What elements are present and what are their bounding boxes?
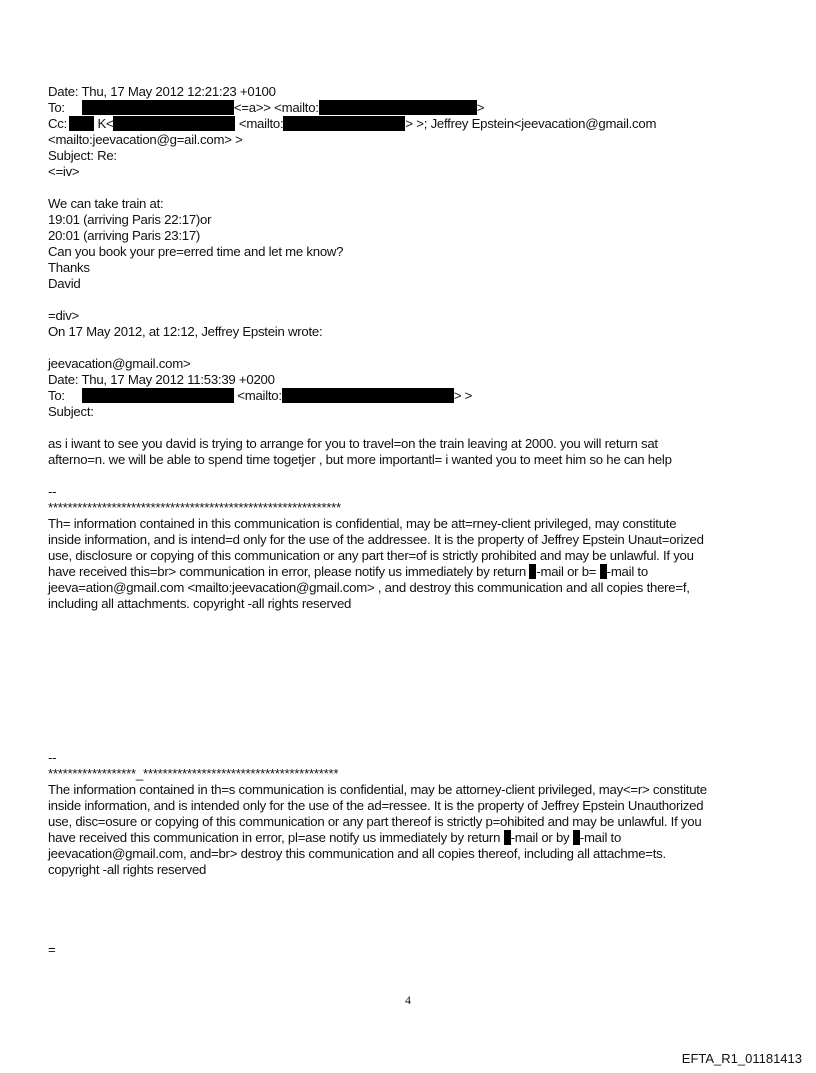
quote-intro: On 17 May 2012, at 12:12, Jeffrey Epstein wrote: <box>48 324 323 339</box>
disclaimer-line: use, disc=osure or copying of this communication or any part thereof is strictly p=ohibited and may be unlawful. If you <box>48 814 702 829</box>
to-label: To: <box>48 388 65 403</box>
disclaimer-line: The information contained in th=s communication is confidential, may be attorney-client privileged, may<=r> constitute <box>48 782 707 797</box>
redaction <box>282 388 454 403</box>
disclaimer-line: inside information, and is intend=d only for the use of the addressee. It is the property of Jeffrey Epstein Unaut=orized <box>48 532 704 547</box>
quote-date: Date: Thu, 17 May 2012 11:53:39 +0200 <box>48 372 275 387</box>
disclaimer-line: Th= information contained in this communication is confidential, may be att=rney-client privileged, may constitute <box>48 516 677 531</box>
text: have received this communication in error, pl=ase notify us immediately by return <box>48 830 504 845</box>
disclaimer-line: copyright -all rights reserved <box>48 862 207 877</box>
bates-number: EFTA_R1_01181413 <box>681 1051 802 1066</box>
body-line: David <box>48 276 81 291</box>
redaction <box>82 100 234 115</box>
redaction <box>600 564 607 579</box>
disclaimer-line: jeeva=ation@gmail.com <mailto:jeevacation@gmail.com> , and destroy this communication and all copies there=f, <box>48 580 690 595</box>
quote-from: jeevacation@gmail.com> <box>48 356 191 371</box>
cc-mailto: <mailto: <box>238 116 284 131</box>
header-date: Date: Thu, 17 May 2012 12:21:23 +0100 <box>48 84 276 99</box>
quote-body-line: afterno=n. we will be able to spend time togetjer , but more importantl= i wanted you to meet him so he can help <box>48 452 672 467</box>
to-end: > > <box>453 388 473 403</box>
to-label: To: <box>48 100 65 115</box>
page-number: 4 <box>405 993 411 1007</box>
body-line: Thanks <box>48 260 90 275</box>
text: -mail to <box>606 564 648 579</box>
disclaimer-line: use, disclosure or copying of this communication or any part ther=of is strictly prohibited and may be unlawful. If you <box>48 548 694 563</box>
body-line: Can you book your pre=erred time and let me know? <box>48 244 344 259</box>
disclaimer-line: including all attachments. copyright -all rights reserved <box>48 596 352 611</box>
trailer: = <box>48 942 56 957</box>
header-cc <box>48 116 656 132</box>
header-to <box>48 100 484 116</box>
div-artifact: <=iv> <box>48 164 80 179</box>
quote-subject: Subject: <box>48 404 94 419</box>
disclaimer-line <box>48 830 621 846</box>
asterisk-rule: ******************_**************************************** <box>48 766 339 781</box>
body-line: We can take train at: <box>48 196 164 211</box>
redaction <box>69 116 94 131</box>
cc-k: K< <box>97 116 114 131</box>
separator: -- <box>48 750 57 765</box>
text: -mail or b= <box>536 564 600 579</box>
body-line: 19:01 (arriving Paris 22:17)or <box>48 212 212 227</box>
text: have received this=br> communication in error, please notify us immediately by return <box>48 564 530 579</box>
redaction <box>283 116 405 131</box>
to-mailto: <=a>> <mailto: <box>233 100 319 115</box>
header-subject: Subject: Re: <box>48 148 117 163</box>
redaction <box>573 830 580 845</box>
redaction <box>504 830 511 845</box>
disclaimer-line <box>48 564 648 580</box>
asterisk-rule: ************************************************************ <box>48 500 341 515</box>
quote-body-line: as i iwant to see you david is trying to arrange for you to travel=on the train leaving at 2000. you will return sat <box>48 436 658 451</box>
text: -mail or by <box>510 830 573 845</box>
to-end: > <box>476 100 485 115</box>
separator: -- <box>48 484 57 499</box>
to-mailto: <mailto: <box>237 388 282 403</box>
disclaimer-line: jeevacation@gmail.com, and=br> destroy this communication and all copies thereof, including all attachme=ts. <box>48 846 666 861</box>
redaction <box>113 116 235 131</box>
text: -mail to <box>579 830 622 845</box>
redaction <box>82 388 234 403</box>
cc-label: Cc: <box>48 116 68 131</box>
quote-to <box>48 388 472 404</box>
disclaimer-line: inside information, and is intended only for the use of the ad=ressee. It is the property of Jeffrey Epstein Unauthorized <box>48 798 704 813</box>
redaction <box>319 100 477 115</box>
body-line: 20:01 (arriving Paris 23:17) <box>48 228 201 243</box>
cc-rest: > >; Jeffrey Epstein<jeevacation@gmail.com <box>405 116 657 131</box>
div-artifact: =div> <box>48 308 80 323</box>
cc-line2: <mailto:jeevacation@g=ail.com> > <box>48 132 243 147</box>
